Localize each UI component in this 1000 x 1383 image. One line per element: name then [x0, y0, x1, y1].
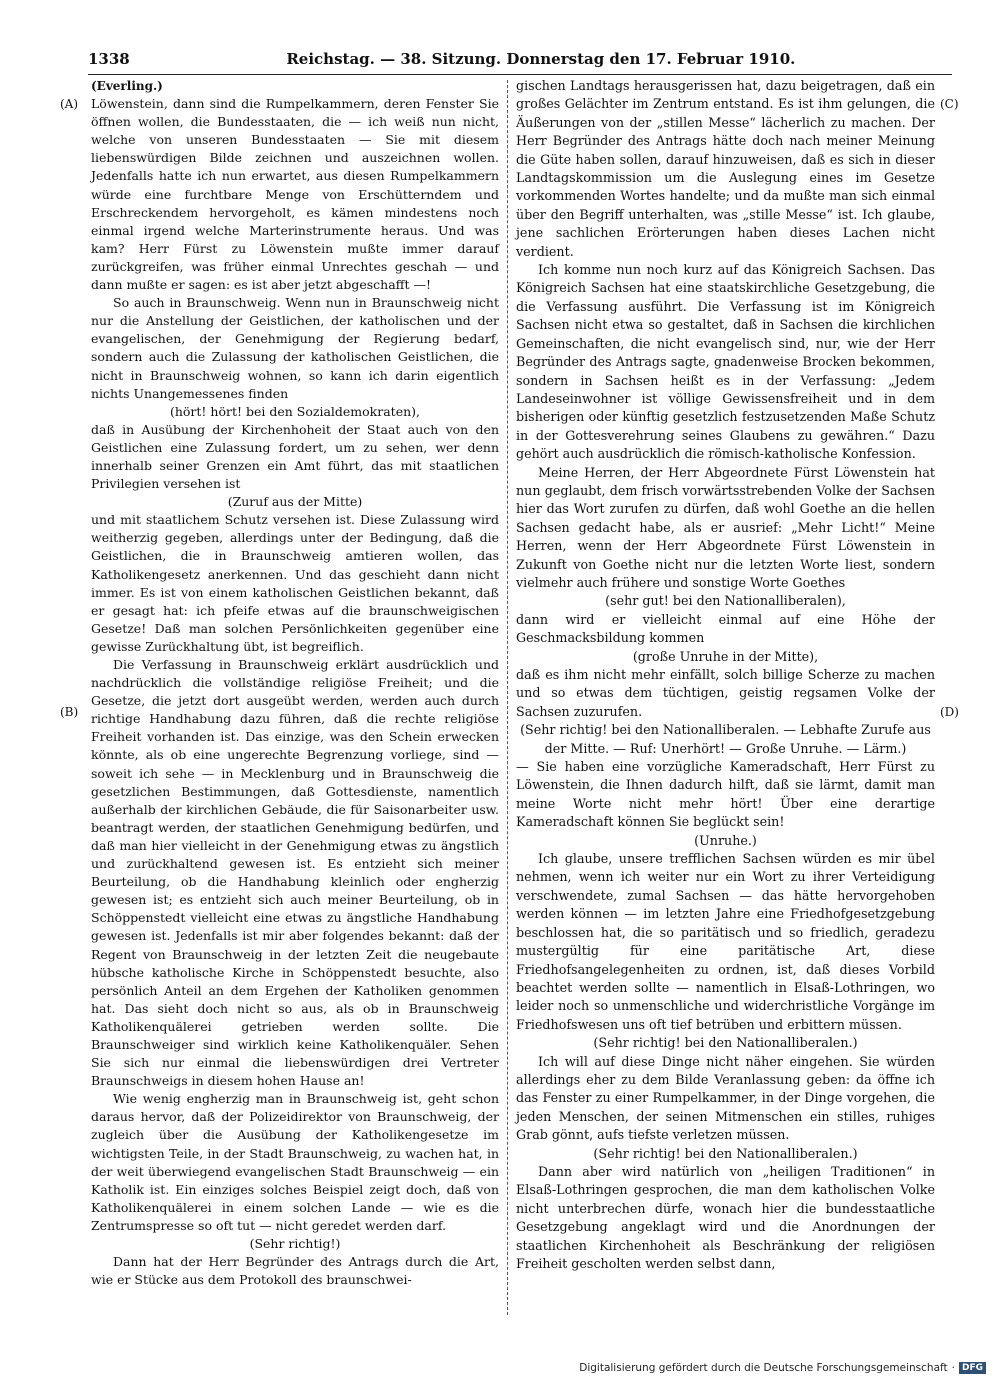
paragraph: daß in Ausübung der Kirchenhoheit der Staat auch von den Geistlichen eine Zulassung fordert, um zu sehen, wer denn innerhalb seiner Grenzen ein Amt führt, das mit staatlichen Privilegien versehen ist: [91, 421, 499, 492]
interjection: (Sehr richtig! bei den Nationalliberalen.): [593, 1035, 858, 1051]
paragraph: daß es ihm nicht mehr einfällt, solch billige Scherze zu machen und so etwas dem tüchtigen, geistig regsamen Volke der Sachsen zuzurufen.: [516, 667, 935, 719]
column-divider: [507, 80, 508, 1315]
paragraph: Meine Herren, der Herr Abgeordnete Fürst Löwenstein hat nun geglaubt, dem frisch vorwärtsstrebenden Volke der Sachsen hier das Wort zurufen zu dürfen, daß wohl Goethe an die hellen Sachsen gedacht habe, als er ausrief: „Mehr Licht!“ Meine Herren, wenn der Herr Abgeordnete Fürst Löwenstein in Zukunft von Goethe nicht nur die letzten Worte liest, sondern vielmehr auch frühere und sonstige Worte Goethes: [516, 464, 935, 590]
margin-mark-a: (A): [60, 97, 79, 111]
interjection: (hört! hört! bei den Sozialdemokraten),: [169, 403, 421, 419]
paragraph: Ich will auf diese Dinge nicht näher eingehen. Sie würden allerdings eher zu dem Bilde Veranlassung geben: da öffne ich das Fenster zu einer Rumpelkammer, in der Dinge vorgehen, die jeden Menschen, der seinen Mitmenschen ein stilles, ruhiges Grab gönnt, aufs tiefste verletzen müssen.: [516, 1053, 935, 1143]
interjection: (Sehr richtig! bei den Nationalliberalen. — Lebhafte Zurufe aus der Mitte. — Ruf: Unerhört! — Große Unruhe. — Lärm.): [520, 722, 931, 756]
paragraph: Ich glaube, unsere trefflichen Sachsen würden es mir übel nehmen, wenn ich weiter nur ein Wort zu ihrer Verteidigung verschwendete, zumal Sachsen — das hätte hervorgehoben werden können — im letzten Jahre eine Friedhofgesetzgebung beschlossen hat, die so paritätisch und so friedlich, geradezu mustergültig für eine paritätische Art, diese Friedhofsangelegenheiten zu ordnen, ist, daß dieses Vorbild beachtet werden sollte — namentlich in Elsaß-Lothringen, wo leider noch so unmenschliche und widerchristliche Vorgänge im Friedhofswesen uns oft tief betrüben und erbittern müssen.: [516, 851, 935, 1032]
interjection: (Unruhe.): [694, 832, 757, 848]
interjection: (Sehr richtig!): [249, 1236, 341, 1251]
margin-mark-c: (C): [940, 97, 959, 111]
interjection: (Zuruf aus der Mitte): [227, 494, 363, 510]
page-header: [88, 50, 952, 75]
paragraph: Wie wenig engherzig man in Braunschweig ist, geht schon daraus hervor, daß der Polizeidirektor von Braunschweig, der zugleich über die Ausübung der Katholikengesetze im wichtigsten Teile, in der Stadt Braunschweig, zu wachen hat, in der weit überwiegend evangelischen Stadt Braunschweig — ein Katholik ist. Ein einziges solches Beispiel zeigt doch, daß von Katholikenquälerei in einem solchen Lande — wie es die Zentrumspresse so oft tut — nicht geredet werden darf.: [91, 1091, 499, 1233]
footer-credit: Digitalisierung gefördert durch die Deutsche Forschungsgemeinschaft · DFG: [579, 1362, 986, 1374]
speaker-name: (Everling.): [91, 79, 163, 93]
paragraph: und mit staatlichem Schutz versehen ist. Diese Zulassung wird weitherzig gegeben, allerdings unter der Bedingung, daß die Geistlichen, die in Braunschweig amtieren wollen, das Katholikengesetz anerkennen. Und das geschieht dann nicht immer. Es ist von einem katholischen Geistlichen bekannt, daß er gesagt hat: ich pfeife etwas auf die braunschweigischen Gesetze! Daß man solchen Persönlichkeiten gegenüber eine gewisse Zurückhaltung übt, ist begreiflich.: [91, 512, 499, 654]
paragraph: Dann aber wird natürlich von „heiligen Traditionen“ in Elsaß-Lothringen gesprochen, die man dem katholischen Volke nicht unterbrechen dürfe, wonach hier die bundesstaatliche Gesetzgebung angeklagt wird und die Anordnungen der staatlichen Kirchenhoheit als Beschränkung der religiösen Freiheit gescholten werden selbst dann,: [516, 1163, 935, 1271]
running-title: Reichstag. — 38. Sitzung. Donnerstag den 17. Februar 1910.: [286, 50, 796, 68]
interjection: (Sehr richtig! bei den Nationalliberalen.): [593, 1145, 858, 1161]
paragraph: — Sie haben eine vorzügliche Kameradschaft, Herr Fürst zu Löwenstein, die Ihnen dadurch hilft, daß sie lärmt, damit man meine Worte nicht mehr hört! Über eine derartige Kameradschaft können Sie beglückt sein!: [516, 759, 935, 830]
paragraph: Dann hat der Herr Begründer des Antrags durch die Art, wie er Stücke aus dem Protokoll des braunschwei-: [91, 1254, 499, 1288]
paragraph: So auch in Braunschweig. Wenn nun in Braunschweig nicht nur die Anstellung der Geistlichen, der katholischen und der evangelischen, der Genehmigung der Regierung bedarf, sondern auch die Zulassung der katholischen Geistlichen, die nicht in Braunschweig wohnen, so kann ich darin eigentlich nichts Unangemessenes finden: [91, 295, 499, 401]
interjection: (sehr gut! bei den Nationalliberalen),: [605, 593, 846, 609]
margin-mark-d: (D): [940, 705, 959, 719]
page-number: 1338: [88, 50, 130, 68]
paragraph: Ich komme nun noch kurz auf das Königreich Sachsen. Das Königreich Sachsen hat eine staatskirchliche Gesetzgebung, die die Verfassung ausführt. Die Verfassung ist im Königreich Sachsen nicht etwa so gestaltet, daß in Sachsen die kirchlichen Gemeinschaften, die nicht evangelisch sind, nur, wie der Herr Begründer des Antrags sagte, gnadenweise Brocken bekommen, sondern in Sachsen heißt es in der Verfassung: „Jedem Landeseinwohner ist völlige Gewissensfreiheit und in dem bisherigen oder künftig gesetzlich festzusetzenden Maße Schutz in der Gottesverehrung seines Glaubens zu gewähren.“ Dazu gehört auch ausdrücklich die römisch-katholische Konfession.: [516, 262, 935, 462]
paragraph: gischen Landtags herausgerissen hat, dazu beigetragen, daß ein großes Gelächter im Zentrum entstand. Es ist ihm gelungen, die Äußerungen von der „stillen Messe“ lächerlich zu machen. Der Herr Begründer des Antrags hätte doch nach meiner Meinung die Güte haben sollen, darauf hinzuweisen, daß es sich in dieser Landtagskommission um die Auslegung eines im Gesetze vorkommenden Wortes handelte; und da mußte man sich einmal über den Begriff unterhalten, was „stille Messe“ ist. Ich glaube, jene sachlichen Erörterungen haben dieses Lachen nicht verdient.: [516, 78, 935, 259]
right-column: [516, 77, 935, 1273]
paragraph: Die Verfassung in Braunschweig erklärt ausdrücklich und nachdrücklich die vollständige religiöse Freiheit; und die Gesetze, die jetzt dort ausgeübt werden, werden auch durch richtige Handhabung dazu führen, daß die rechte religiöse Freiheit vorhanden ist. Das einzige, was den Schein erwecken könnte, als ob eine ungerechte Begrenzung vorliege, sind — soweit ich sehe — in Mecklenburg und in Braunschweig die gesetzlichen Bestimmungen, daß Gottesdienste, namentlich außerhalb der kirchlichen Gebäude, die für Saisonarbeiter usw. beantragt werden, der staatlichen Genehmigung bedürfen, und daß man hier vielleicht in der Genehmigung etwas zu ängstlich und zurückhaltend gewesen ist. Es entzieht sich meiner Beurteilung, ob die Handhabung kleinlich oder engherzig gewesen ist; es entzieht sich auch meiner Beurteilung, ob in Schöppenstedt vielleicht eine etwas zu ängstliche Handhabung gewesen ist. Jedenfalls ist mir aber folgendes bekannt: daß der Regent von Braunschweig in der letzten Zeit die neugebaute hübsche katholische Kirche in Schöppenstedt besuchte, also persönlich Anteil an dem Ergehen der Katholiken genommen hat. Das sieht doch nicht so aus, als ob in Braunschweig Katholikenquälerei getrieben werden sollte. Die Braunschweiger sind wirklich keine Katholikenquäler. Sehen Sie sich nur einmal die liebenswürdigen drei Vertreter Braunschweigs in diesem hohen Hause an!: [91, 657, 499, 1089]
paragraph: Löwenstein, dann sind die Rumpelkammern, deren Fenster Sie öffnen wollen, die Bundesstaaten, die — ich weiß nun nicht, welche von unseren Bundesstaaten — Sie mit diesem liebenswürdigen Bilde zeichnen und auszeichnen wollen. Jedenfalls hatte ich nun erwartet, aus diesen Rumpelkammern würde eine furchtbare Menge von Erschütterndem und Erschreckendem hervorgeholt, es kämen mindestens noch einmal irgend welche Marterinstrumente heraus. Und was kam? Herr Fürst zu Löwenstein mußte immer darauf zurückgreifen, was früher einmal Unrechtes geschah — und dann mußte er sagen: es ist aber jetzt abgeschafft —!: [91, 96, 499, 293]
left-column: [91, 77, 499, 1289]
paragraph: dann wird er vielleicht einmal auf eine Höhe der Geschmacksbildung kommen: [516, 611, 935, 646]
margin-mark-b: (B): [60, 705, 79, 719]
footer-text: Digitalisierung gefördert durch die Deutsche Forschungsgemeinschaft: [579, 1362, 948, 1374]
interjection: (große Unruhe in der Mitte),: [632, 648, 819, 664]
dfg-logo: DFG: [959, 1362, 986, 1374]
